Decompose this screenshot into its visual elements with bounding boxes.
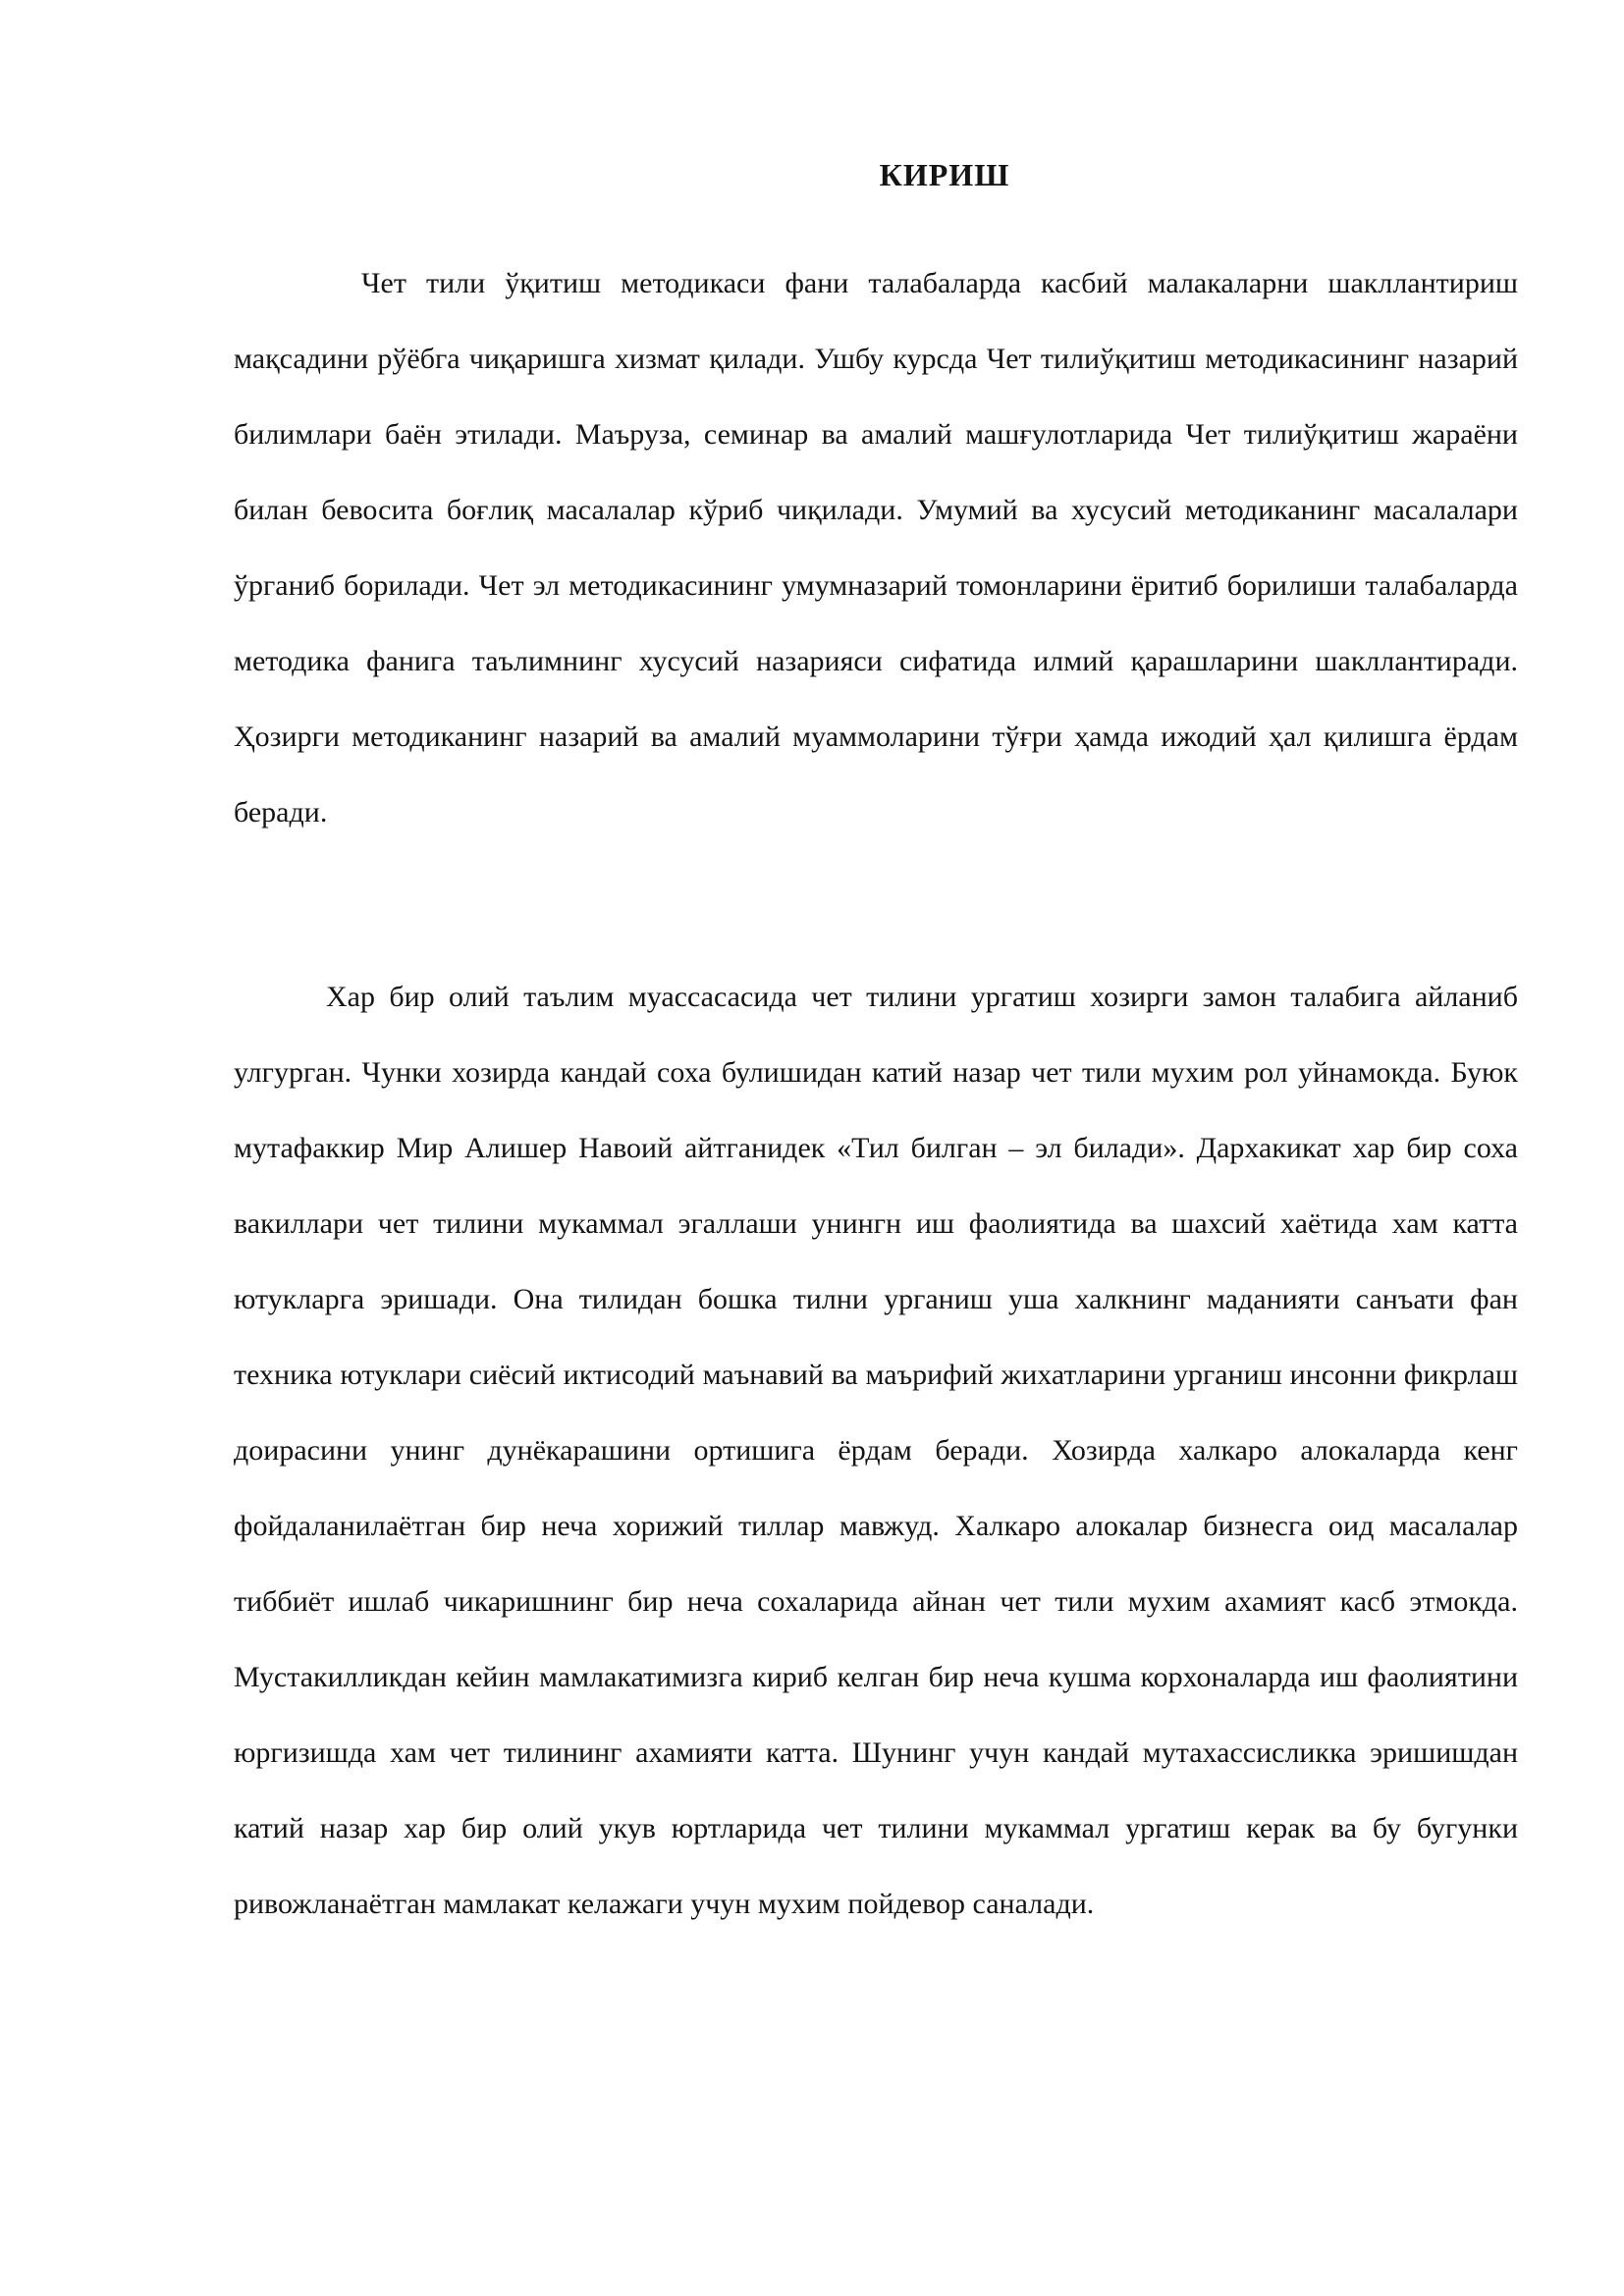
paragraph-foreign-language — [234, 959, 1518, 1942]
page-title: КИРИШ — [879, 157, 1010, 192]
paragraph-intro — [234, 245, 1518, 850]
paragraph-text: Чет тили ўқитиш методикаси фани талабаларда касбий малакаларни шакллантириш мақсадини рўёбга чиқаришга хизмат қилади. Ушбу курсда Чет тилиўқитиш методикасининг назарий билимлари баён этилади. Маъруза, семинар ва амалий машғулотларида Чет тилиўқитиш жараёни билан бевосита боғлиқ масалалар кўриб чиқилади. Умумий ва хусусий методиканинг масалалари ўрганиб борилади. Чет эл методикасининг умумназарий томонларини ёритиб борилиши талабаларда методика фанига таълимнинг хусусий назарияси сифатида илмий қарашларини шакллантиради. Ҳозирги методиканинг назарий ва амалий муаммоларини тўғри ҳамда ижодий ҳал қилишга ёрдам беради. — [234, 267, 1518, 828]
paragraph-text: Хар бир олий таълим муассасасида чет тилини ургатиш хозирги замон талабига айланиб улгурган. Чунки хозирда кандай соха булишидан катий назар чет тили мухим рол уйнамокда. Буюк мутафаккир Мир Алишер Навоий айтганидек «Тил билган – эл билади». Дархакикат хар бир соха вакиллари чет тилини мукаммал эгаллаши унингн иш фаолиятида ва шахсий хаётида хам катта ютукларга эришади. Она тилидан бошка тилни урганиш уша халкнинг маданияти санъати фан техника ютуклари сиёсий иктисодий маънавий ва маърифий жихатларини урганиш инсонни фикрлаш доирасини унинг дунёкарашини ортишига ёрдам беради. Хозирда халкаро алокаларда кенг фойдаланилаётган бир неча хорижий тиллар мавжуд. Халкаро алокалар бизнесга оид масалалар тиббиёт ишлаб чикаришнинг бир неча сохаларида айнан чет тили мухим ахамият касб этмокда. Мустакилликдан кейин мамлакатимизга кириб келган бир неча кушма корхоналарда иш фаолиятини юргизишда хам чет тилининг ахамияти катта. Шунинг учун кандай мутахассисликка эришишдан катий назар хар бир олий укув юртларида чет тилини мукаммал ургатиш керак ва бу бугунки ривожланаётган мамлакат келажаги учун мухим пойдевор саналади. — [234, 981, 1518, 1920]
